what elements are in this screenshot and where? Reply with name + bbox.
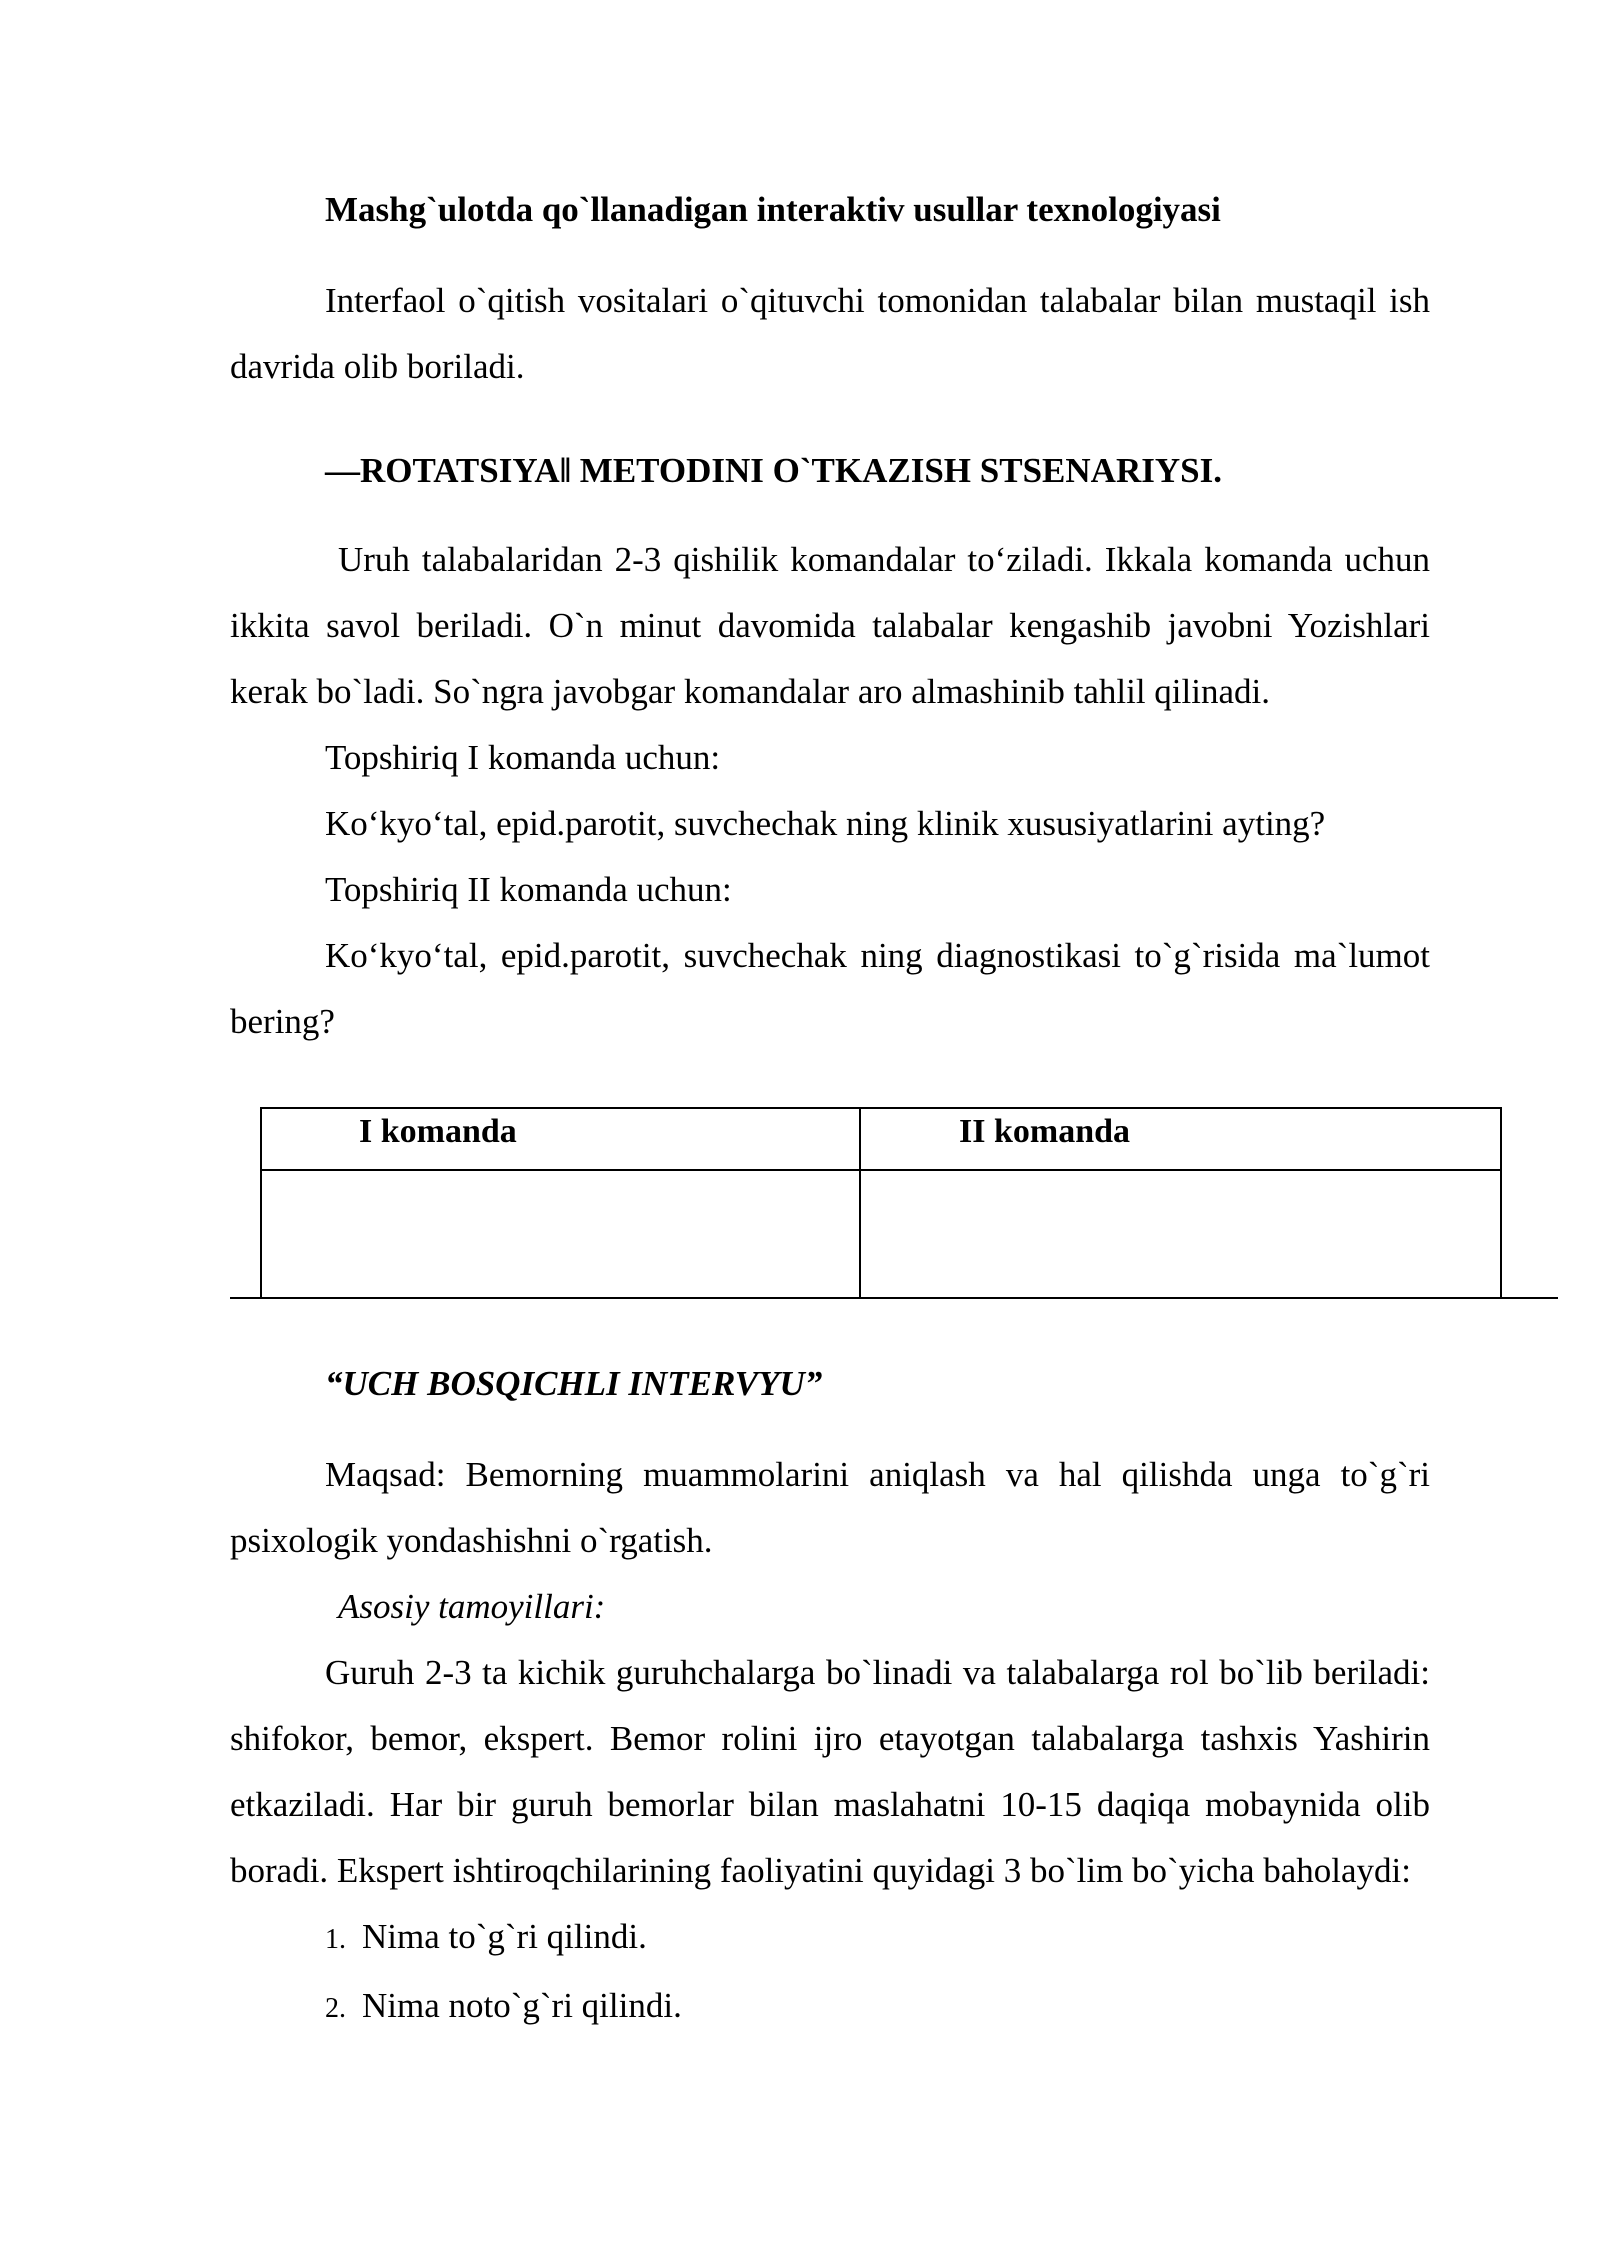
table-cell-team2: [860, 1170, 1501, 1298]
task1-text: Ko‘kyo‘tal, epid.parotit, suvchechak ning klinik xususiyatlarini ayting?: [325, 804, 1326, 843]
task1-label: Topshiriq I komanda uchun:: [325, 738, 721, 777]
table-row: [261, 1170, 1501, 1298]
table-bottom-rule: [230, 1297, 1558, 1299]
list-item: 2. Nima noto`g`ri qilindi.: [325, 1986, 682, 2025]
table-header-team2: II komanda: [860, 1108, 1501, 1170]
table-cell-team1: [261, 1170, 860, 1298]
list-item: 1. Nima to`g`ri qilindi.: [325, 1917, 647, 1956]
goal-paragraph: Maqsad: Bemorning muammolarini aniqlash va hal qilishda unga to`g`ri psixologik yondashishni o`rgatish.: [230, 1455, 1430, 1560]
table-header-row: [261, 1108, 1501, 1170]
table-header-team1: I komanda: [261, 1108, 860, 1170]
principles-label: Asosiy tamoyillari:: [338, 1587, 606, 1626]
task2-label: Topshiriq II komanda uchun:: [325, 870, 732, 909]
interview-paragraph: Guruh 2-3 ta kichik guruhchalarga bo`linadi va talabalarga rol bo`lib beriladi: shifokor, bemor, ekspert. Bemor rolini ijro etayotgan talabalarga tashxis Yashirin etkaziladi. Har bir guruh bemorlar bilan maslahatni 10-15 daqiqa mobaynida olib boradi. Ekspert ishtiroqchilarining faoliyatini quyidagi 3 bo`lim bo`yicha baholaydi:: [230, 1653, 1430, 1890]
section-title-interactive-methods: Mashg`ulotda qo`llanadigan interaktiv usullar texnologiyasi: [325, 190, 1221, 229]
section-title-three-step-interview: “UCH BOSQICHLI INTERVYU”: [325, 1364, 823, 1403]
komanda-table: [260, 1107, 1502, 1299]
task2-text: Ko‘kyo‘tal, epid.parotit, suvchechak ning diagnostikasi to`g`risida ma`lumot bering?: [230, 936, 1430, 1041]
rotation-paragraph: Uruh talabalaridan 2-3 qishilik komandalar to‘ziladi. Ikkala komanda uchun ikkita savol beriladi. O`n minut davomida talabalar kengashib javobni Yozishlari kerak bo`ladi. So`ngra javobgar komandalar aro almashinib tahlil qilinadi.: [230, 540, 1430, 711]
intro-paragraph: Interfaol o`qitish vositalari o`qituvchi tomonidan talabalar bilan mustaqil ish davrida olib boriladi.: [230, 281, 1430, 386]
komanda-table-wrapper: [230, 1107, 1430, 1299]
document-page: [230, 152, 1430, 2042]
section-title-rotation-method: ―ROTATSIYA‖ METODINI O`TKAZISH STSENARIYSI.: [325, 451, 1222, 490]
